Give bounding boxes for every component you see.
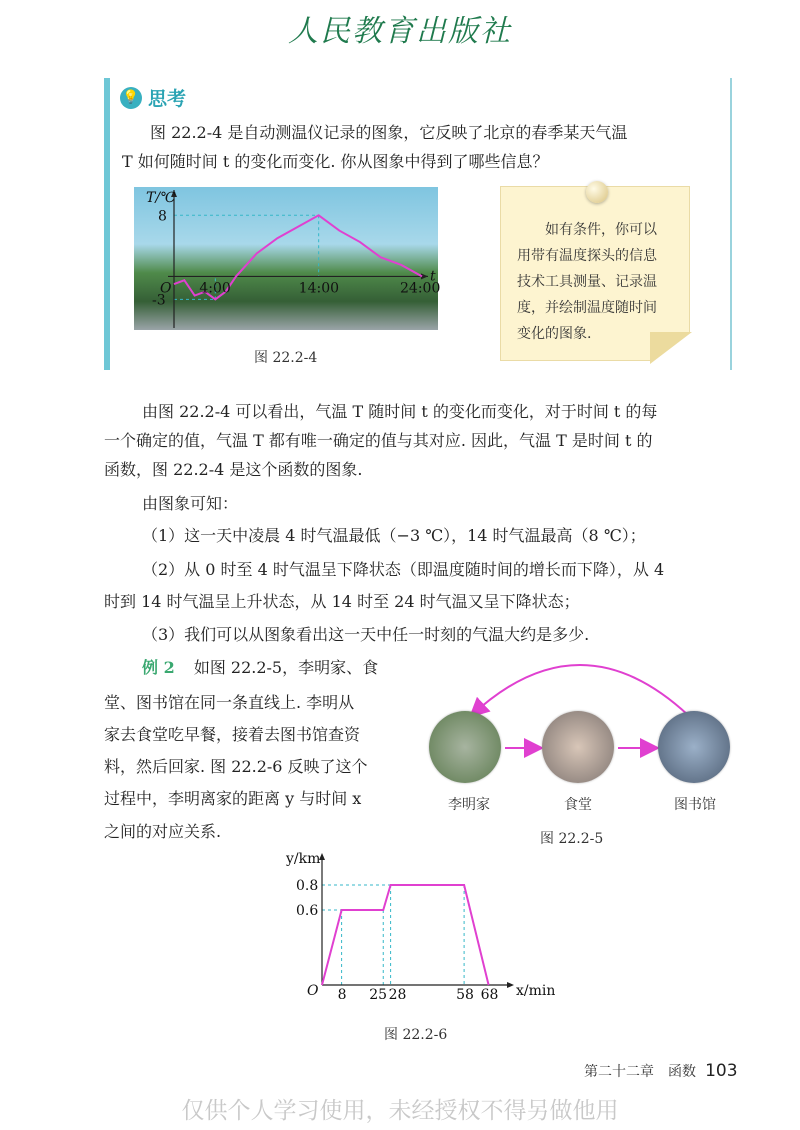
example-label: 例 2 bbox=[142, 658, 175, 677]
place-label-canteen: 食堂 bbox=[564, 797, 592, 813]
think-line-1: 图 22.2-4 是自动测温仪记录的图象，它反映了北京的春季某天气温 bbox=[150, 123, 628, 142]
fig4-ytick-neg3: -3 bbox=[152, 292, 166, 309]
fig6-xtick-28: 28 bbox=[388, 987, 407, 1003]
fig6-xtick-8: 8 bbox=[337, 987, 347, 1003]
footer-chapter: 第二十二章 函数 bbox=[584, 1064, 696, 1080]
canteen-photo bbox=[542, 711, 614, 783]
example-line-3: 家去食堂吃早餐，接着去图书馆查资 bbox=[104, 725, 361, 744]
fig6-guides bbox=[322, 885, 464, 985]
fig4-ytick-8: 8 bbox=[158, 208, 167, 225]
fig4-xlabel: t bbox=[430, 268, 436, 285]
pushpin-icon bbox=[586, 181, 608, 203]
note-line-2: 用带有温度探头的信息 bbox=[517, 248, 657, 264]
example-line-4: 料，然后回家. 图 22.2-6 反映了这个 bbox=[104, 757, 368, 776]
body-item-2-line2: 时到 14 时气温呈上升状态，从 14 时至 24 时气温又呈下降状态； bbox=[104, 592, 580, 611]
fig4-t-arrow bbox=[421, 273, 428, 279]
note-line-1: 如有条件，你可以 bbox=[545, 222, 657, 238]
fig6-ytick-0.8: 0.8 bbox=[296, 878, 319, 894]
body-p1-line2: 一个确定的值，气温 T 都有唯一确定的值与其对应. 因此，气温 T 是时间 t 的 bbox=[104, 431, 653, 450]
fig4-xtick-4: 4:00 bbox=[199, 280, 231, 297]
fig6-xtick-25: 25 bbox=[369, 987, 388, 1003]
fig6-xtick-68: 68 bbox=[480, 987, 499, 1003]
body-p1-line3: 函数，图 22.2-4 是这个函数的图象. bbox=[104, 460, 363, 479]
body-item-3: （3）我们可以从图象看出这一天中任一时刻的气温大约是多少. bbox=[142, 625, 590, 644]
body-p2: 由图象可知： bbox=[142, 494, 239, 513]
fig6-x-arrow bbox=[507, 982, 514, 988]
library-photo bbox=[658, 711, 730, 783]
fig4-xtick-14: 14:00 bbox=[298, 280, 340, 297]
page-footer bbox=[584, 1061, 738, 1081]
fig4-origin: O bbox=[160, 280, 172, 297]
fig4-caption: 图 22.2-4 bbox=[254, 350, 318, 366]
example-line-6: 之间的对应关系. bbox=[104, 822, 222, 841]
home-photo bbox=[429, 711, 501, 783]
example-line-1-text: 如图 22.2-5，李明家、食 bbox=[193, 658, 379, 677]
fig6-ylabel: y/km bbox=[286, 851, 321, 867]
fig4-xtick-24: 24:00 bbox=[400, 280, 441, 297]
temperature-chart bbox=[130, 182, 450, 342]
fig6-tick-labels bbox=[285, 851, 555, 1003]
lightbulb-icon: 💡 bbox=[120, 87, 142, 109]
example-line-1 bbox=[142, 653, 378, 682]
fig6-caption: 图 22.2-6 bbox=[384, 1027, 448, 1043]
watermark: 仅供个人学习使用，未经授权不得另做他用 bbox=[181, 1098, 619, 1124]
fig6-origin: O bbox=[307, 983, 319, 999]
example-line-5: 过程中，李明离家的距离 y 与时间 x bbox=[104, 789, 362, 808]
note-line-4: 度，并绘制温度随时间 bbox=[517, 300, 657, 316]
note-line-5: 变化的图象. bbox=[517, 326, 592, 342]
fig4-ylabel: T/℃ bbox=[146, 190, 176, 206]
body-p1-line1: 由图 22.2-4 可以看出，气温 T 随时间 t 的变化而变化，对于时间 t 的每 bbox=[142, 402, 658, 421]
note-fold-corner bbox=[650, 332, 692, 364]
footer-page-number: 103 bbox=[705, 1061, 738, 1081]
distance-time-chart bbox=[270, 845, 570, 1010]
body-item-2-line1: （2）从 0 时至 4 时气温呈下降状态（即温度随时间的增长而下降），从 4 bbox=[142, 560, 665, 579]
fig6-xlabel: x/min bbox=[516, 983, 556, 999]
think-line-2: T 如何随时间 t 的变化而变化. 你从图象中得到了哪些信息？ bbox=[122, 152, 549, 171]
note-line-3: 技术工具测量、记录温 bbox=[517, 274, 657, 290]
place-label-home: 李明家 bbox=[448, 797, 490, 813]
think-heading bbox=[120, 84, 186, 111]
fig6-xtick-58: 58 bbox=[456, 987, 474, 1003]
example-line-2: 堂、图书馆在同一条直线上. 李明从 bbox=[104, 693, 355, 712]
fig5-caption: 图 22.2-5 bbox=[540, 831, 604, 847]
body-item-1: （1）这一天中凌晨 4 时气温最低（−3 ℃），14 时气温最高（8 ℃）； bbox=[142, 526, 646, 545]
return-home-arrow bbox=[472, 665, 688, 715]
fig6-ytick-0.6: 0.6 bbox=[296, 903, 319, 919]
publisher-logo: 人民教育出版社 bbox=[288, 14, 512, 49]
fig4-axes bbox=[168, 190, 428, 328]
place-label-library: 图书馆 bbox=[674, 797, 716, 813]
think-title: 思考 bbox=[148, 88, 187, 110]
